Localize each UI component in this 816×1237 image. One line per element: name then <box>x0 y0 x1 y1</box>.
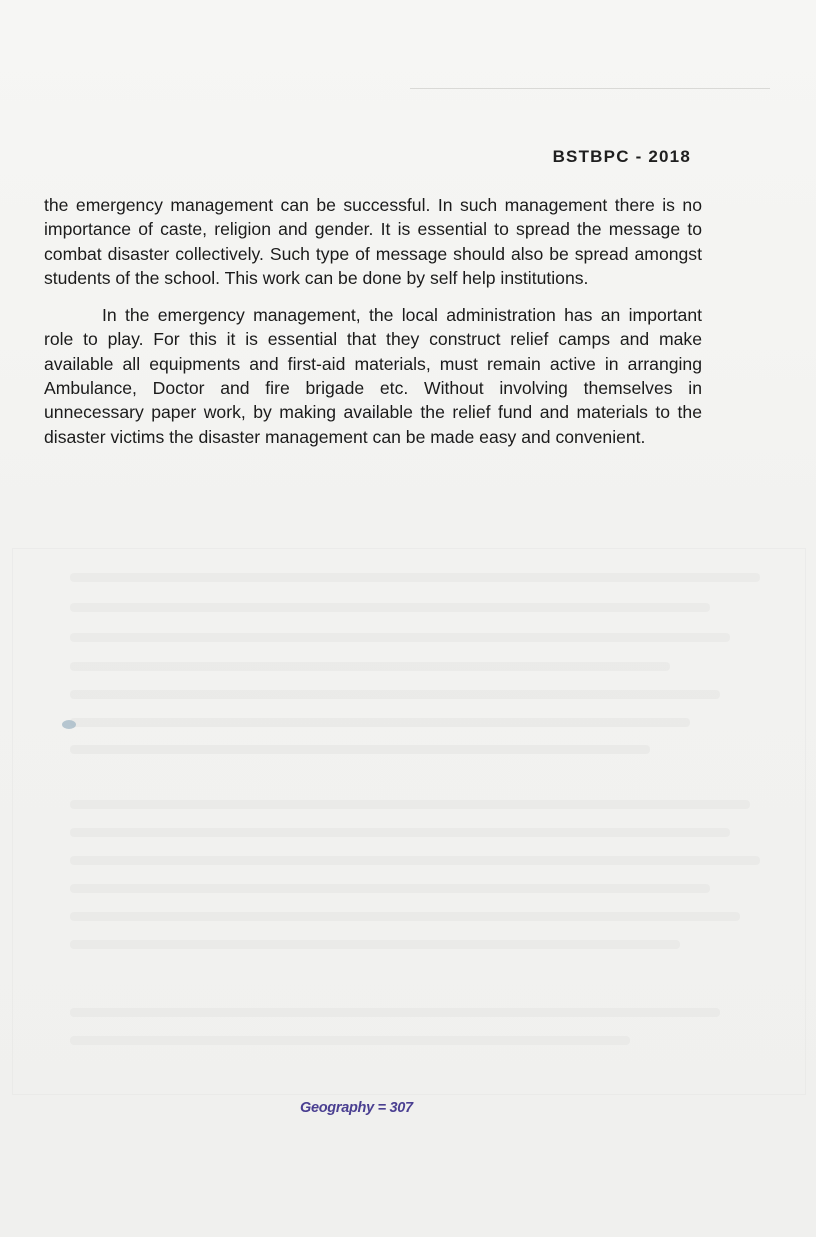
paragraph-1: the emergency management can be successful. In such management there is no importance of caste, religion and gender. It is essential to spread the message to combat disaster collectively. Such type of message should also be spread amongst students of the school. This work can be done by self help institutions. <box>44 195 702 288</box>
bleed-line <box>70 603 710 612</box>
bleed-line <box>70 1036 630 1045</box>
bleed-line <box>70 912 740 921</box>
bleed-line <box>70 828 730 837</box>
bleed-line <box>70 940 680 949</box>
bleed-line <box>70 718 690 727</box>
bleed-line <box>70 800 750 809</box>
page-footer: Geography = 307 <box>300 1100 413 1116</box>
page-body <box>44 193 702 449</box>
bleed-line <box>70 745 650 754</box>
bleed-line <box>70 662 670 671</box>
paragraph-2: In the emergency management, the local administration has an important role to play. For this it is essential that they construct relief camps and make available all equipments and first-aid materials, must remain active in arranging Ambulance, Doctor and fire brigade etc. Without involving themselves in unnecessary paper work, by making available the relief fund and materials to the disaster victims the disaster management can be made easy and convenient. <box>44 305 702 447</box>
bleed-line <box>70 690 720 699</box>
bleed-line <box>70 856 760 865</box>
bleed-line <box>70 884 710 893</box>
document-code: BSTBPC - 2018 <box>552 147 691 166</box>
bleed-line <box>70 633 730 642</box>
bleed-line <box>70 573 760 582</box>
top-rule <box>410 88 770 89</box>
bleed-line <box>70 1008 720 1017</box>
ink-speck <box>62 720 76 729</box>
